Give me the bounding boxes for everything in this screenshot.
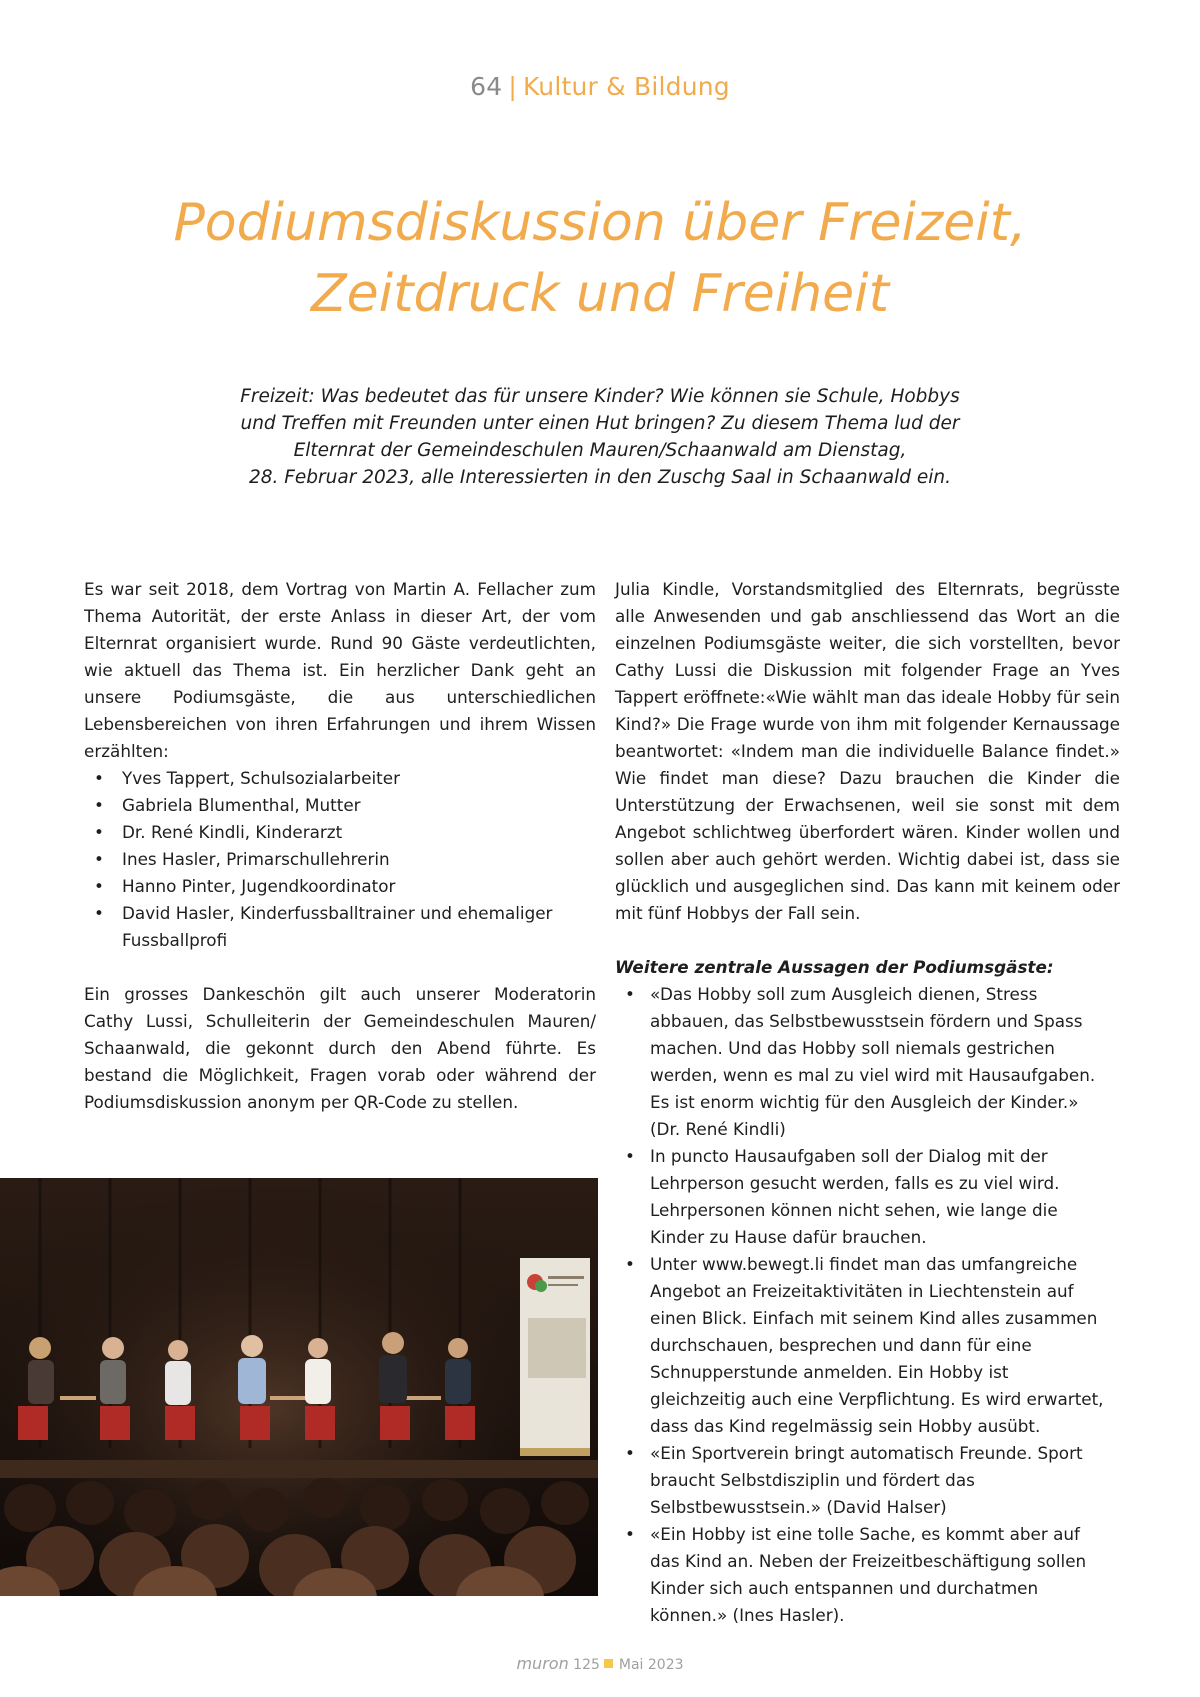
intro-paragraph: Es war seit 2018, dem Vortrag von Martin A. Fellacher zum Thema Autorität, der erste Anlass in dieser Art, der vom Elternrat organisiert wurde. Rund 90 Gäste verdeutlichten, wie aktuell das Thema ist. Ein herzlicher Dank geht an unsere Podiumsgäste, die aus unterschiedlichen Lebensbereichen von ihren Erfahrungen und ihrem Wissen erzählten:: [84, 579, 596, 761]
page-number: 64: [470, 72, 503, 101]
issue-date: Mai 2023: [618, 1657, 684, 1673]
quote-item: • Unter www.bewegt.li findet man das umfangreiche Angebot an Freizeitaktivitäten in Liechtenstein auf einen Blick. Einfach mit seinem Kind alles zusammen durchschauen, besprechen und dann für eine Schnupperstunde anmelden. Ein Hobby ist gleichzeitig auch eine Verpflichtung. Es wird erwartet, dass das Kind regelmässig sein Hobby ausübt.: [615, 1251, 1120, 1440]
moderator-paragraph: Ein grosses Dankeschön gilt auch unserer Moderatorin Cathy Lussi, Schulleiterin der Gemeindeschulen Mauren/ Schaanwald, die gekonnt durch den Abend führte. Es bestand die Möglichkeit, Fragen vorab oder während der Podiumsdiskussion anonym per QR-Code zu stellen.: [84, 984, 596, 1112]
quote-item: • «Ein Hobby ist eine tolle Sache, es kommt aber auf das Kind an. Neben der Freizeitbeschäftigung sollen Kinder sich auch entspannen und durchatmen können.» (Ines Hasler).: [615, 1521, 1120, 1629]
quote-item: • «Ein Sportverein bringt automatisch Freunde. Sport braucht Selbstdisziplin und fördert das Selbstbewusstsein.» (David Halser): [615, 1440, 1120, 1521]
lead-line: und Treffen mit Freunden unter einen Hut bringen? Zu diesem Thema lud der: [240, 413, 960, 434]
title-line-2: Zeitdruck und Freiheit: [311, 264, 889, 324]
issue-number: 125: [573, 1657, 600, 1673]
page-footer: [0, 1654, 1200, 1673]
section-name: Kultur & Bildung: [522, 72, 730, 101]
left-column: [84, 576, 596, 1116]
event-photo: [0, 1178, 598, 1596]
guest-list: [84, 765, 596, 954]
article-lead: [170, 383, 1030, 491]
guest-item: • Hanno Pinter, Jugendkoordinator: [84, 873, 596, 900]
quotes-list: [615, 981, 1120, 1629]
lead-line: Elternrat der Gemeindeschulen Mauren/Schaanwald am Dienstag,: [293, 440, 907, 461]
title-line-1: Podiumsdiskussion über Freizeit,: [173, 193, 1027, 253]
quotes-subheading: Weitere zentrale Aussagen der Podiumsgäste:: [615, 957, 1054, 977]
right-column: [615, 576, 1120, 1629]
guest-item: • Dr. René Kindli, Kinderarzt: [84, 819, 596, 846]
guest-item: • David Hasler, Kinderfussballtrainer und ehemaliger Fussballprofi: [84, 900, 596, 954]
opening-paragraph: Julia Kindle, Vorstandsmitglied des Elternrats, begrüsste alle Anwesenden und gab anschliessend das Wort an die einzelnen Podiumsgäste weiter, die sich vorstellten, bevor Cathy Lussi die Diskussion mit folgender Frage an Yves Tappert eröffnete:«Wie wählt man das ideale Hobby für sein Kind?» Die Frage wurde von ihm mit folgender Kernaussage beantwortet: «Indem man die individuelle Balance findet.» Wie findet man diese? Dazu brauchen die Kinder die Unterstützung der Erwachsenen, weil sie sonst mit dem Angebot schlichtweg überfordert wären. Kinder wollen und sollen aber auch gehört werden. Wichtig dabei ist, dass sie glücklich und ausgeglichen sind. Das kann mit keinem oder mit fünf Hobbys der Fall sein.: [615, 579, 1120, 923]
header-separator: |: [508, 72, 517, 101]
lead-line: Freizeit: Was bedeutet das für unsere Kinder? Wie können sie Schule, Hobbys: [240, 386, 960, 407]
quote-item: • «Das Hobby soll zum Ausgleich dienen, Stress abbauen, das Selbstbewusstsein fördern und Spass machen. Und das Hobby soll niemals gestrichen werden, wenn es mal zu viel wird mit Hausaufgaben. Es ist enorm wichtig für den Ausgleich der Kinder.» (Dr. René Kindli): [615, 981, 1120, 1143]
page-header: [0, 72, 1200, 101]
magazine-name: muron: [516, 1654, 569, 1673]
guest-item: • Yves Tappert, Schulsozialarbeiter: [84, 765, 596, 792]
quote-item: • In puncto Hausaufgaben soll der Dialog mit der Lehrperson gesucht werden, falls es zu viel wird. Lehrpersonen können nicht sehen, wie lange die Kinder zu Hause dafür brauchen.: [615, 1143, 1120, 1251]
footer-square-icon: [604, 1659, 613, 1668]
lead-line: 28. Februar 2023, alle Interessierten in den Zuschg Saal in Schaanwald ein.: [248, 467, 951, 488]
guest-item: • Ines Hasler, Primarschullehrerin: [84, 846, 596, 873]
article-title: [60, 188, 1140, 330]
guest-item: • Gabriela Blumenthal, Mutter: [84, 792, 596, 819]
